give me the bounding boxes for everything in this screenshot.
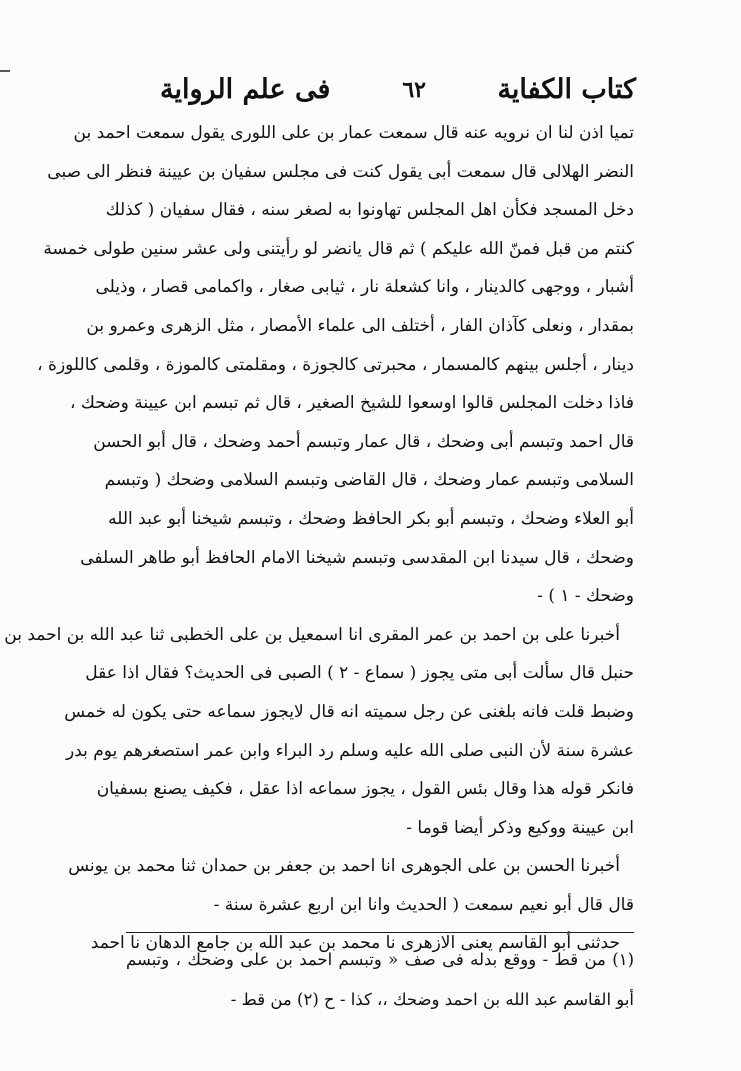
page-number: ٦٢ xyxy=(402,77,426,103)
footnotes xyxy=(126,940,634,1020)
text-line: حدثنى أبو القاسم يعنى الازهرى نا محمد بن عبد الله بن جامع الدهان نا احمد xyxy=(90,933,620,954)
header-subject: فى علم الرواية xyxy=(160,74,331,105)
text-line: فانكر قوله هذا وقال بئس القول ، يجوز سماعه اذا عقل ، فكيف يصنع بسفيان xyxy=(96,779,634,800)
footnote-line: أبو القاسم عبد الله بن احمد وضحك ،، كذا - ح (٢) من قط - xyxy=(230,990,634,1009)
running-header xyxy=(160,68,636,112)
main-text xyxy=(4,114,634,963)
text-line: وضبط قلت فانه بلغنى عن رجل سميته انه قال لايجوز سماعه حتى يكون له خمس xyxy=(64,701,634,722)
text-line: بمقدار ، ونعلى كآذان الفار ، أختلف الى علماء الأمصار ، مثل الزهرى وعمرو بن xyxy=(86,315,634,336)
text-line: أخبرنا الحسن بن على الجوهرى انا احمد بن جعفر بن حمدان ثنا محمد بن يونس xyxy=(68,856,620,877)
text-line: دخل المسجد فكأن اهل المجلس تهاونوا به لصغر سنه ، فقال سفيان ( كذلك xyxy=(105,200,634,221)
text-line: حنبل قال سألت أبى متى يجوز ( سماع - ٢ ) الصبى فى الحديث؟ فقال اذا عقل xyxy=(85,663,634,684)
text-line: تميا اذن لنا ان نرويه عنه قال سمعت عمار بن على اللورى يقول سمعت احمد بن xyxy=(73,123,634,143)
footnote-divider xyxy=(126,932,634,933)
text-line: عشرة سنة لأن النبى صلى الله عليه وسلم رد البراء وابن عمر استصغرهم يوم بدر xyxy=(65,740,634,761)
text-line: دينار ، أجلس بينهم كالمسمار ، محبرتى كالجوزة ، ومقلمتى كالموزة ، وقلمى كاللوزة ، xyxy=(37,354,634,375)
text-line: فاذا دخلت المجلس قالوا اوسعوا للشيخ الصغير ، قال ثم تبسم ابن عيينة وضحك ، xyxy=(70,393,634,414)
text-line: قال قال أبو نعيم سمعت ( الحديث وانا ابن اربع عشرة سنة - xyxy=(213,894,634,915)
text-line: وضحك - ١ ) - xyxy=(537,586,634,607)
header-book-title: كتاب الكفاية xyxy=(497,74,636,105)
text-line: أشبار ، ووجهى كالدينار ، وانا كشعلة نار ، ثيابى صغار ، واكمامى قصار ، وذيلى xyxy=(95,277,634,298)
text-line: وضحك ، قال سيدنا ابن المقدسى وتبسم شيخنا الامام الحافظ أبو طاهر السلفى xyxy=(80,547,634,568)
text-line: قال احمد وتبسم أبى وضحك ، قال عمار وتبسم أحمد وضحك ، قال أبو الحسن xyxy=(93,431,634,452)
scan-edge-mark xyxy=(0,70,10,72)
text-line: أخبرنا على بن احمد بن عمر المقرى انا اسمعيل بن على الخطبى ثنا عبد الله بن احمد بن xyxy=(4,624,620,645)
text-line: ابن عيينة ووكيع وذكر أيضا قوما - xyxy=(406,817,634,838)
text-line: أبو العلاء وضحك ، وتبسم أبو بكر الحافظ وضحك ، وتبسم شيخنا أبو عبد الله xyxy=(108,508,634,529)
text-line: السلامى وتبسم عمار وضحك ، قال القاضى وتبسم السلامى وضحك ( وتبسم xyxy=(104,470,634,491)
text-line: النضر الهلالى قال سمعت أبى يقول كنت فى مجلس سفيان بن عيينة فنظر الى صبى xyxy=(47,161,634,182)
text-line: كنتم من قبل فمنّ الله عليكم ) ثم قال يانضر لو رأيتنى ولى عشر سنين طولى خمسة xyxy=(43,238,634,259)
footnote-line: (١) من قط - ووقع بدله فى صف « وتبسم احمد بن على وضحك ، وتبسم xyxy=(126,950,634,969)
